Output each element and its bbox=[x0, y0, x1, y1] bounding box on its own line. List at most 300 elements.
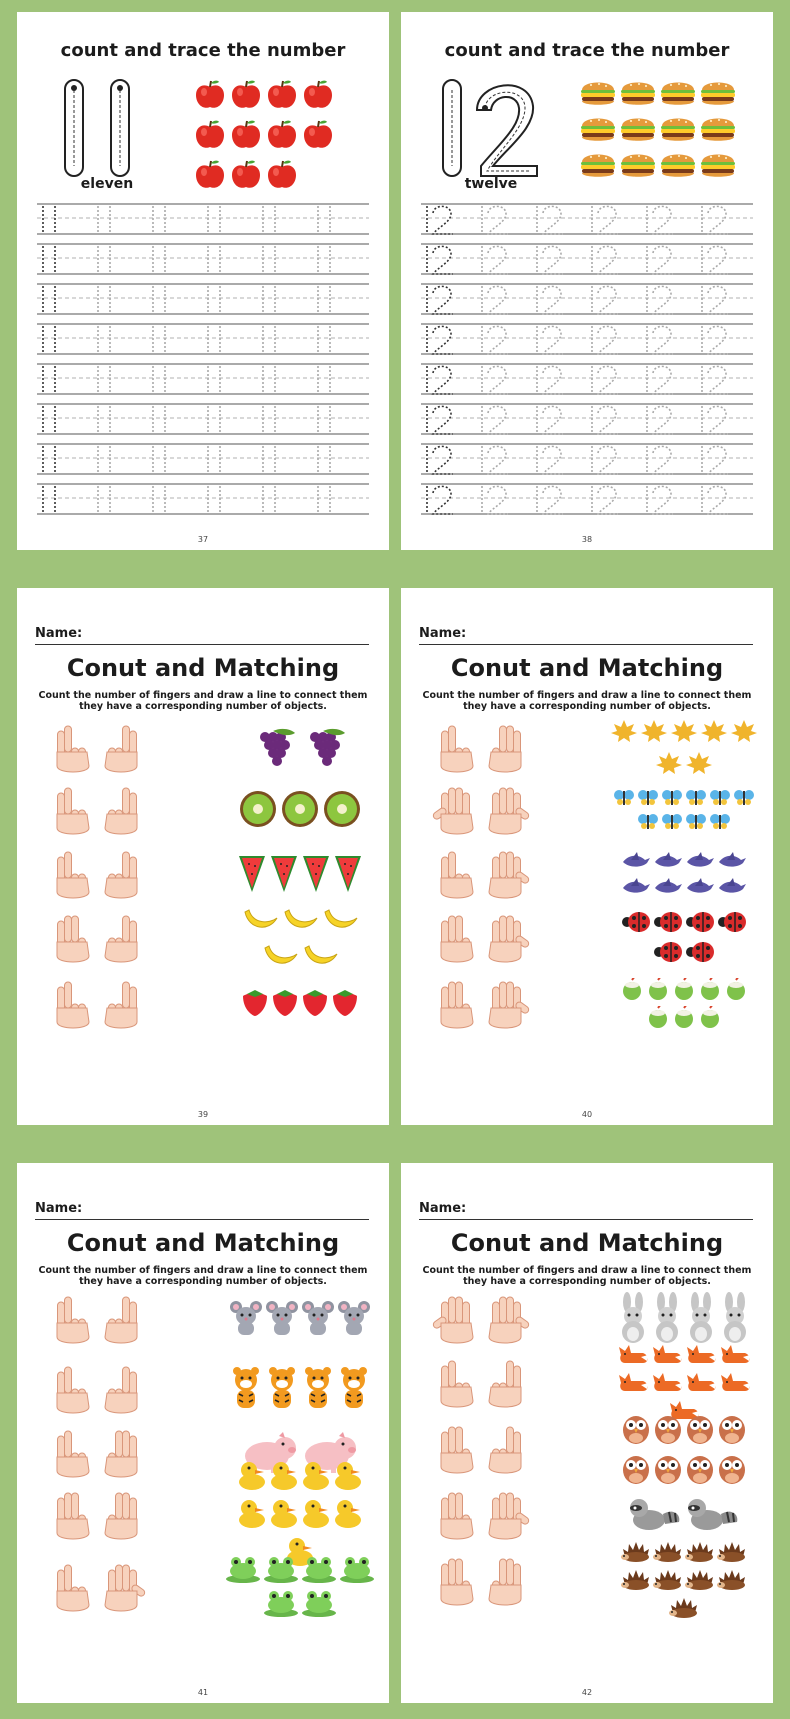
strawberry-icon bbox=[271, 988, 299, 1022]
trace-digit[interactable] bbox=[208, 406, 220, 434]
trace-digit[interactable] bbox=[537, 206, 563, 234]
bird-icon bbox=[717, 850, 747, 874]
trace-digit[interactable] bbox=[647, 366, 673, 394]
trace-digit[interactable] bbox=[647, 286, 673, 314]
trace-digit[interactable] bbox=[427, 246, 453, 274]
hedgehog-icon bbox=[685, 1569, 715, 1595]
trace-digit[interactable] bbox=[702, 366, 728, 394]
trace-digit[interactable] bbox=[43, 406, 55, 434]
coconut-icon bbox=[724, 978, 748, 1004]
hand-fingers-group[interactable] bbox=[431, 722, 551, 780]
hand-icon bbox=[431, 1357, 481, 1417]
fox-icon bbox=[617, 1371, 649, 1397]
tracing-lines[interactable] bbox=[37, 200, 369, 540]
hand-fingers-group[interactable] bbox=[431, 1357, 551, 1415]
trace-digit[interactable] bbox=[702, 486, 728, 514]
matching-row[interactable] bbox=[401, 1485, 773, 1545]
hamburger-icon bbox=[619, 150, 657, 184]
hand-icon bbox=[481, 1357, 531, 1417]
trace-digit[interactable] bbox=[537, 286, 563, 314]
worksheet-page-37 bbox=[17, 12, 389, 550]
trace-digit[interactable] bbox=[482, 326, 508, 354]
trace-digit[interactable] bbox=[702, 326, 728, 354]
owl-icon bbox=[717, 1411, 747, 1449]
coconut-icon bbox=[698, 1006, 722, 1032]
hand-fingers-group[interactable] bbox=[47, 1363, 167, 1421]
duck-icon bbox=[301, 1460, 331, 1496]
apple-icon bbox=[193, 78, 227, 116]
fox-icon bbox=[685, 1371, 717, 1397]
trace-digit[interactable] bbox=[263, 206, 275, 234]
owl-icon bbox=[685, 1451, 715, 1489]
matching-row[interactable] bbox=[401, 1551, 773, 1611]
instructions: Count the number of fingers and draw a line to connect them they have a corresponding number of objects. bbox=[422, 690, 752, 712]
hand-icon bbox=[97, 978, 147, 1038]
trace-digit[interactable] bbox=[263, 326, 275, 354]
trace-digit[interactable] bbox=[318, 486, 330, 514]
hand-fingers-group[interactable] bbox=[431, 1555, 551, 1613]
hand-fingers-group[interactable] bbox=[47, 1489, 167, 1547]
hand-icon bbox=[481, 1489, 531, 1549]
trace-digit[interactable] bbox=[43, 246, 55, 274]
trace-digit[interactable] bbox=[263, 446, 275, 474]
trace-digit[interactable] bbox=[263, 246, 275, 274]
hand-fingers-group[interactable] bbox=[431, 848, 551, 906]
hand-icon bbox=[481, 1555, 531, 1615]
hamburger-group bbox=[579, 78, 739, 184]
hand-icon bbox=[97, 1293, 147, 1353]
hand-icon bbox=[97, 722, 147, 782]
butterfly-icon bbox=[709, 812, 731, 834]
rabbit-group[interactable] bbox=[609, 1289, 759, 1351]
hand-icon bbox=[481, 978, 531, 1038]
hand-icon bbox=[97, 784, 147, 844]
duck-icon bbox=[301, 1498, 331, 1534]
trace-digit[interactable] bbox=[318, 326, 330, 354]
apple-group bbox=[189, 78, 339, 196]
name-field[interactable]: Name: bbox=[419, 1201, 753, 1220]
hand-icon bbox=[47, 912, 97, 972]
strawberry-icon bbox=[241, 988, 269, 1022]
hand-icon bbox=[47, 978, 97, 1038]
trace-digit[interactable] bbox=[98, 486, 110, 514]
trace-digit[interactable] bbox=[427, 206, 453, 234]
hedgehog-group[interactable] bbox=[609, 1551, 759, 1613]
hand-icon bbox=[47, 784, 97, 844]
trace-digit[interactable] bbox=[482, 406, 508, 434]
bird-group[interactable] bbox=[609, 844, 759, 906]
trace-digit[interactable] bbox=[592, 246, 618, 274]
trace-digit[interactable] bbox=[482, 206, 508, 234]
matching-row[interactable] bbox=[401, 1353, 773, 1413]
hand-icon bbox=[431, 1423, 481, 1483]
trace-digit[interactable] bbox=[537, 486, 563, 514]
hand-icon bbox=[431, 848, 481, 908]
matching-row[interactable] bbox=[401, 1419, 773, 1479]
trace-digit[interactable] bbox=[153, 446, 165, 474]
trace-digit[interactable] bbox=[647, 446, 673, 474]
hand-fingers-group[interactable] bbox=[431, 1489, 551, 1547]
bird-icon bbox=[621, 876, 651, 900]
trace-digit[interactable] bbox=[208, 206, 220, 234]
butterfly-icon bbox=[733, 788, 755, 810]
instructions: Count the number of fingers and draw a line to connect them they have a corresponding number of objects. bbox=[38, 1265, 368, 1287]
apple-icon bbox=[301, 118, 335, 156]
trace-digit[interactable] bbox=[537, 246, 563, 274]
watermelon-icon bbox=[333, 852, 363, 898]
raccoon-icon bbox=[627, 1494, 683, 1538]
trace-digit[interactable] bbox=[208, 326, 220, 354]
banana-icon bbox=[261, 940, 299, 974]
apple-icon bbox=[193, 158, 227, 196]
trace-digit[interactable] bbox=[482, 446, 508, 474]
trace-digit[interactable] bbox=[153, 366, 165, 394]
hand-fingers-group[interactable] bbox=[431, 912, 551, 970]
maple-leaf-icon bbox=[685, 750, 713, 780]
matching-row[interactable] bbox=[17, 1557, 389, 1617]
page-number: 38 bbox=[581, 535, 593, 544]
hand-fingers-group[interactable] bbox=[47, 784, 167, 842]
mouse-icon bbox=[337, 1298, 371, 1342]
hedgehog-icon bbox=[653, 1569, 683, 1595]
apple-icon bbox=[193, 118, 227, 156]
hand-icon bbox=[431, 784, 481, 844]
hand-fingers-group[interactable] bbox=[431, 784, 551, 842]
page-title: Conut and Matching bbox=[450, 1229, 724, 1257]
frog-icon bbox=[301, 1589, 337, 1621]
name-field[interactable]: Name: bbox=[419, 626, 753, 645]
hamburger-icon bbox=[579, 114, 617, 148]
coconut-icon bbox=[672, 1006, 696, 1032]
bird-icon bbox=[685, 876, 715, 900]
trace-digit[interactable] bbox=[592, 286, 618, 314]
trace-digit[interactable] bbox=[702, 246, 728, 274]
ladybug-icon bbox=[685, 910, 715, 938]
trace-digit[interactable] bbox=[98, 366, 110, 394]
worksheet-page-42 bbox=[401, 1163, 773, 1703]
trace-digit[interactable] bbox=[592, 366, 618, 394]
trace-digit[interactable] bbox=[263, 486, 275, 514]
tiger-icon bbox=[337, 1366, 371, 1414]
trace-digit[interactable] bbox=[318, 246, 330, 274]
coconut-group[interactable] bbox=[609, 974, 759, 1036]
matching-row[interactable] bbox=[17, 718, 389, 778]
trace-digit[interactable] bbox=[592, 326, 618, 354]
tiger-icon bbox=[265, 1366, 299, 1414]
trace-digit[interactable] bbox=[702, 406, 728, 434]
hand-icon bbox=[97, 848, 147, 908]
trace-digit[interactable] bbox=[537, 406, 563, 434]
rabbit-icon bbox=[685, 1292, 717, 1348]
trace-digit[interactable] bbox=[482, 246, 508, 274]
trace-digit[interactable] bbox=[43, 366, 55, 394]
hand-icon bbox=[47, 848, 97, 908]
maple-leaf-icon bbox=[610, 718, 638, 748]
rabbit-icon bbox=[651, 1292, 683, 1348]
number-word: twelve bbox=[464, 176, 518, 192]
trace-digit[interactable] bbox=[208, 486, 220, 514]
hand-icon bbox=[481, 848, 531, 908]
trace-digit[interactable] bbox=[482, 286, 508, 314]
trace-digit[interactable] bbox=[263, 366, 275, 394]
trace-digit[interactable] bbox=[318, 446, 330, 474]
trace-digit[interactable] bbox=[208, 246, 220, 274]
name-field[interactable]: Name: bbox=[35, 1201, 369, 1220]
trace-digit[interactable] bbox=[427, 486, 453, 514]
frog-icon bbox=[263, 1589, 299, 1621]
trace-digit[interactable] bbox=[702, 446, 728, 474]
trace-digit[interactable] bbox=[98, 406, 110, 434]
trace-digit[interactable] bbox=[537, 446, 563, 474]
banana-icon bbox=[281, 904, 319, 938]
fox-icon bbox=[651, 1343, 683, 1369]
trace-digit[interactable] bbox=[647, 246, 673, 274]
tracing-lines[interactable] bbox=[421, 200, 753, 540]
hand-icon bbox=[431, 722, 481, 782]
apple-icon bbox=[301, 78, 335, 116]
hedgehog-icon bbox=[653, 1541, 683, 1567]
trace-digit[interactable] bbox=[592, 486, 618, 514]
hand-fingers-group[interactable] bbox=[47, 848, 167, 906]
trace-digit[interactable] bbox=[537, 326, 563, 354]
hand-icon bbox=[47, 722, 97, 782]
matching-row[interactable] bbox=[17, 1359, 389, 1419]
apple-icon bbox=[265, 118, 299, 156]
apple-icon bbox=[229, 118, 263, 156]
trace-digit[interactable] bbox=[318, 286, 330, 314]
strawberry-icon bbox=[331, 988, 359, 1022]
trace-digit[interactable] bbox=[43, 206, 55, 234]
apple-icon bbox=[265, 78, 299, 116]
mouse-icon bbox=[265, 1298, 299, 1342]
ladybug-group[interactable] bbox=[609, 908, 759, 970]
hand-fingers-group[interactable] bbox=[47, 912, 167, 970]
hand-fingers-group[interactable] bbox=[431, 978, 551, 1036]
trace-digit[interactable] bbox=[647, 486, 673, 514]
fox-icon bbox=[651, 1371, 683, 1397]
watermelon-group[interactable] bbox=[225, 844, 375, 906]
hand-fingers-group[interactable] bbox=[47, 722, 167, 780]
maple-leaf-icon bbox=[670, 718, 698, 748]
kiwi-group[interactable] bbox=[225, 780, 375, 842]
hamburger-icon bbox=[619, 114, 657, 148]
trace-digit[interactable] bbox=[153, 246, 165, 274]
hamburger-icon bbox=[699, 114, 737, 148]
frog-icon bbox=[301, 1555, 337, 1587]
duck-icon bbox=[269, 1460, 299, 1496]
strawberry-group[interactable] bbox=[225, 974, 375, 1036]
trace-digit[interactable] bbox=[427, 446, 453, 474]
matching-row[interactable] bbox=[401, 974, 773, 1034]
number-word: eleven bbox=[80, 176, 134, 192]
butterfly-icon bbox=[661, 812, 683, 834]
trace-digit[interactable] bbox=[98, 286, 110, 314]
trace-digit[interactable] bbox=[153, 406, 165, 434]
apple-icon bbox=[229, 158, 263, 196]
hedgehog-icon bbox=[621, 1569, 651, 1595]
raccoon-group[interactable] bbox=[609, 1485, 759, 1547]
page-title: count and trace the number bbox=[60, 40, 346, 61]
hand-fingers-group[interactable] bbox=[431, 1423, 551, 1481]
hand-icon bbox=[47, 1427, 97, 1487]
page-number: 42 bbox=[581, 1688, 593, 1697]
trace-digit[interactable] bbox=[592, 206, 618, 234]
trace-digit[interactable] bbox=[482, 486, 508, 514]
trace-digit[interactable] bbox=[427, 406, 453, 434]
hand-icon bbox=[97, 1489, 147, 1549]
trace-digit[interactable] bbox=[43, 286, 55, 314]
name-field[interactable]: Name: bbox=[35, 626, 369, 645]
trace-digit[interactable] bbox=[537, 366, 563, 394]
matching-row[interactable] bbox=[401, 844, 773, 904]
page-number: 37 bbox=[197, 535, 209, 544]
hand-icon bbox=[481, 722, 531, 782]
trace-digit[interactable] bbox=[208, 366, 220, 394]
matching-row[interactable] bbox=[17, 1485, 389, 1545]
trace-digit[interactable] bbox=[98, 446, 110, 474]
duck-icon bbox=[269, 1498, 299, 1534]
hand-icon bbox=[431, 1293, 481, 1353]
trace-digit[interactable] bbox=[427, 286, 453, 314]
duck-icon bbox=[333, 1498, 363, 1534]
hand-icon bbox=[47, 1561, 97, 1621]
fox-group[interactable] bbox=[609, 1353, 759, 1415]
hand-icon bbox=[47, 1363, 97, 1423]
trace-digit[interactable] bbox=[427, 326, 453, 354]
fox-icon bbox=[719, 1343, 751, 1369]
trace-digit[interactable] bbox=[98, 206, 110, 234]
grapes-group[interactable] bbox=[225, 718, 375, 780]
hand-icon bbox=[431, 978, 481, 1038]
tiger-group[interactable] bbox=[225, 1359, 375, 1421]
hedgehog-icon bbox=[717, 1541, 747, 1567]
trace-digit[interactable] bbox=[318, 406, 330, 434]
hand-icon bbox=[431, 1555, 481, 1615]
hand-fingers-group[interactable] bbox=[431, 1293, 551, 1351]
matching-row[interactable] bbox=[17, 844, 389, 904]
watermelon-icon bbox=[301, 852, 331, 898]
ladybug-icon bbox=[685, 940, 715, 968]
frog-group[interactable] bbox=[225, 1557, 375, 1619]
tiger-icon bbox=[301, 1366, 335, 1414]
instructions: Count the number of fingers and draw a line to connect them they have a corresponding number of objects. bbox=[38, 690, 368, 712]
apple-icon bbox=[265, 158, 299, 196]
trace-digit[interactable] bbox=[153, 486, 165, 514]
page-title: count and trace the number bbox=[444, 40, 730, 61]
hamburger-icon bbox=[699, 150, 737, 184]
mouse-icon bbox=[229, 1298, 263, 1342]
hand-icon bbox=[97, 1363, 147, 1423]
trace-digit[interactable] bbox=[43, 446, 55, 474]
trace-digit[interactable] bbox=[702, 206, 728, 234]
hamburger-icon bbox=[579, 78, 617, 112]
ladybug-icon bbox=[621, 910, 651, 938]
hand-icon bbox=[97, 912, 147, 972]
duck-group[interactable] bbox=[225, 1485, 375, 1547]
page-number: 39 bbox=[197, 1110, 209, 1119]
kiwi-icon bbox=[238, 789, 278, 833]
matching-row[interactable] bbox=[17, 908, 389, 968]
maple-leaf-group[interactable] bbox=[609, 718, 759, 780]
hand-icon bbox=[431, 912, 481, 972]
matching-row[interactable] bbox=[401, 718, 773, 778]
worksheet-page-39 bbox=[17, 588, 389, 1125]
hand-fingers-group[interactable] bbox=[47, 978, 167, 1036]
trace-digit[interactable] bbox=[153, 326, 165, 354]
frog-icon bbox=[339, 1555, 375, 1587]
hedgehog-icon bbox=[621, 1541, 651, 1567]
coconut-icon bbox=[646, 978, 670, 1004]
butterfly-icon bbox=[685, 788, 707, 810]
matching-row[interactable] bbox=[17, 1289, 389, 1349]
trace-digit[interactable] bbox=[702, 286, 728, 314]
hand-icon bbox=[481, 1423, 531, 1483]
hand-icon bbox=[481, 912, 531, 972]
trace-digit[interactable] bbox=[263, 286, 275, 314]
hamburger-icon bbox=[619, 78, 657, 112]
trace-digit[interactable] bbox=[208, 446, 220, 474]
matching-row[interactable] bbox=[401, 1289, 773, 1349]
hand-fingers-group[interactable] bbox=[47, 1427, 167, 1485]
ladybug-icon bbox=[653, 940, 683, 968]
trace-digit[interactable] bbox=[592, 446, 618, 474]
bird-icon bbox=[653, 876, 683, 900]
trace-digit[interactable] bbox=[318, 206, 330, 234]
owl-icon bbox=[653, 1411, 683, 1449]
bird-icon bbox=[717, 876, 747, 900]
trace-digit[interactable] bbox=[647, 326, 673, 354]
matching-row[interactable] bbox=[401, 908, 773, 968]
worksheet-page-41 bbox=[17, 1163, 389, 1703]
page-title: Conut and Matching bbox=[450, 654, 724, 682]
owl-icon bbox=[621, 1411, 651, 1449]
grapes-icon bbox=[301, 725, 349, 773]
hand-fingers-group[interactable] bbox=[47, 1561, 167, 1619]
instructions: Count the number of fingers and draw a line to connect them they have a corresponding number of objects. bbox=[422, 1265, 752, 1287]
butterfly-group[interactable] bbox=[609, 780, 759, 842]
hedgehog-icon bbox=[669, 1597, 699, 1623]
owl-icon bbox=[621, 1451, 651, 1489]
owl-group[interactable] bbox=[609, 1419, 759, 1481]
trace-digit[interactable] bbox=[482, 366, 508, 394]
butterfly-icon bbox=[637, 788, 659, 810]
trace-digit[interactable] bbox=[153, 286, 165, 314]
butterfly-icon bbox=[709, 788, 731, 810]
trace-digit[interactable] bbox=[43, 486, 55, 514]
mouse-group[interactable] bbox=[225, 1289, 375, 1351]
matching-row[interactable] bbox=[17, 780, 389, 840]
trace-digit[interactable] bbox=[647, 206, 673, 234]
trace-digit[interactable] bbox=[153, 206, 165, 234]
frog-icon bbox=[225, 1555, 261, 1587]
trace-digit[interactable] bbox=[263, 406, 275, 434]
trace-digit[interactable] bbox=[43, 326, 55, 354]
trace-digit[interactable] bbox=[647, 406, 673, 434]
trace-digit[interactable] bbox=[98, 246, 110, 274]
trace-digit[interactable] bbox=[208, 286, 220, 314]
trace-digit[interactable] bbox=[98, 326, 110, 354]
fox-icon bbox=[685, 1343, 717, 1369]
hand-fingers-group[interactable] bbox=[47, 1293, 167, 1351]
banana-group[interactable] bbox=[225, 908, 375, 970]
trace-digit[interactable] bbox=[318, 366, 330, 394]
trace-digit[interactable] bbox=[592, 406, 618, 434]
matching-row[interactable] bbox=[17, 974, 389, 1034]
page-title: Conut and Matching bbox=[66, 1229, 340, 1257]
matching-row[interactable] bbox=[401, 780, 773, 840]
trace-digit[interactable] bbox=[427, 366, 453, 394]
worksheet-page-40 bbox=[401, 588, 773, 1125]
